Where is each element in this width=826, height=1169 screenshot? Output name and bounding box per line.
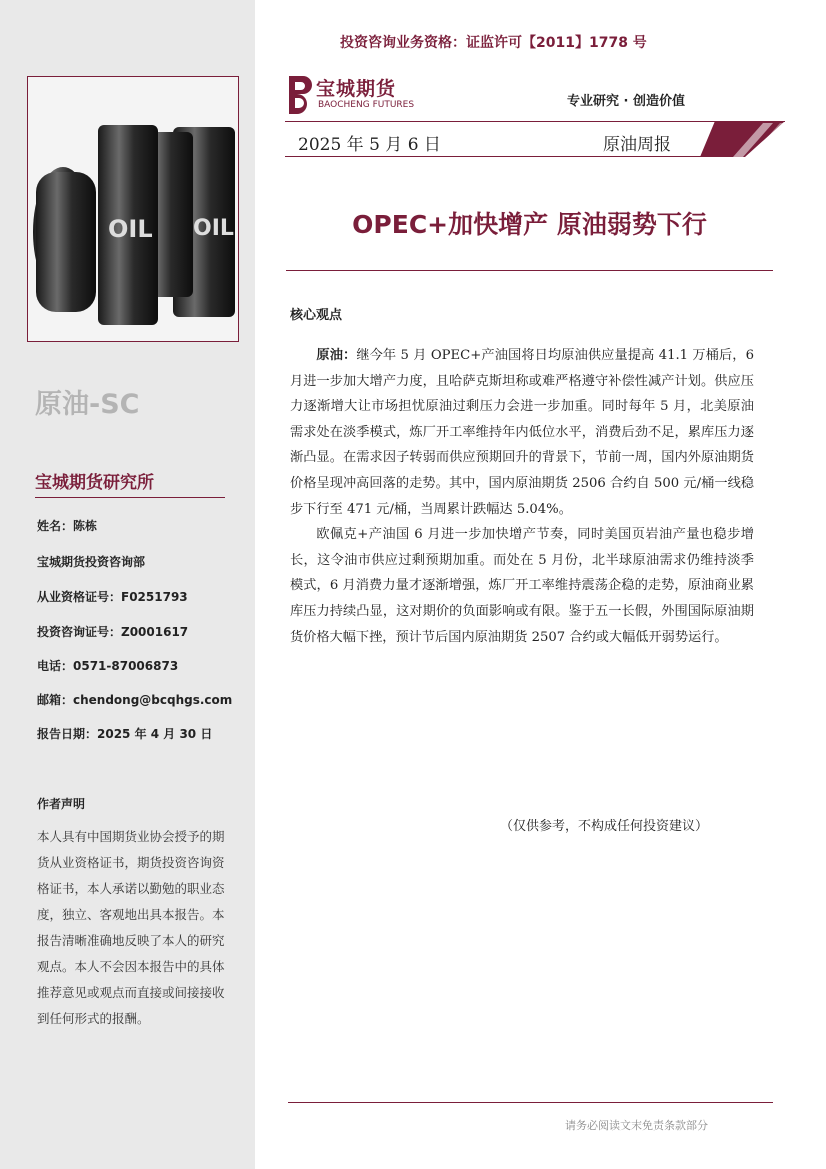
footer-divider xyxy=(288,1102,773,1103)
paragraph-lead: 原油： xyxy=(316,348,357,363)
barrel-label: OIL xyxy=(193,216,234,241)
report-type: 原油周报 xyxy=(603,135,671,155)
slogan: 专业研究 · 创造价值 xyxy=(567,94,685,109)
paragraph-text: 继今年 5 月 OPEC+产油国将日均原油供应量提高 41.1 万桶后，6 月进一步加大增产力度，且哈萨克斯坦称或难严格遵守补偿性减产计划。供应压力逐渐增大让市场担忧原油过剩压力会进一步加重。同时每年 5 月，北美原油需求处在淡季模式，炼厂开工率维持年内低位水平，消费后劲不足，累库压力逐渐凸显。在需求因子转弱而供应预期回升的背景下，节前一周，国内外原油期货价格呈现冲高回落的走势。其中，国内原油期货 2506 合约自 500 元/桶一线稳步下行至 471 元/桶，当周累计跌幅达 5.04%。 xyxy=(290,348,754,517)
paragraph-1 xyxy=(290,343,754,522)
logo-text: 宝城期货 xyxy=(316,78,397,100)
analyst-name: 姓名：陈栋 xyxy=(37,519,98,533)
phone: 电话：0571-87006873 xyxy=(37,659,179,673)
paragraph-2: 欧佩克+产油国 6 月进一步加快增产节奏，同时美国页岩油产量也稳步增长，这令油市供应过剩预期加重。而处在 5 月份，北半球原油需求仍维持淡季模式，6 月消费力量才逐渐增强，炼厂开工率维持震荡企稳的走势，原油商业累库压力持续凸显，这对期价的负面影响或有限。鉴于五一长假，外围国际原油期货价格大幅下挫，预计节后国内原油期货 2507 合约或大幅低开弱势运行。 xyxy=(290,527,754,645)
report-date: 报告日期：2025 年 4 月 30 日 xyxy=(37,727,213,741)
core-heading: 核心观点 xyxy=(290,308,343,323)
reference-note: （仅供参考，不构成任何投资建议） xyxy=(500,819,709,834)
license-line: 投资咨询业务资格：证监许可【2011】1778 号 xyxy=(340,35,647,51)
divider xyxy=(35,497,225,498)
qualification-id: 从业资格证号：F0251793 xyxy=(37,590,188,604)
report-date-banner: 2025 年 5 月 6 日 xyxy=(298,135,441,155)
report-title: OPEC+加快增产 原油弱势下行 xyxy=(352,210,707,239)
oil-barrels-image xyxy=(27,76,239,342)
report-body xyxy=(290,343,754,650)
consulting-id: 投资咨询证号：Z0001617 xyxy=(37,625,189,639)
footer-disclaimer: 请务必阅读文末免责条款部分 xyxy=(565,1119,708,1132)
product-label: 原油-SC xyxy=(35,389,140,420)
logo-english: BAOCHENG FUTURES xyxy=(318,100,415,110)
department: 宝城期货投资咨询部 xyxy=(37,555,146,569)
institute-name: 宝城期货研究所 xyxy=(35,473,154,493)
barrel-label: OIL xyxy=(108,215,153,243)
declaration-title: 作者声明 xyxy=(37,797,86,811)
declaration-body: 本人具有中国期货业协会授予的期货从业资格证书，期货投资咨询资格证书，本人承诺以勤勉的职业态度，独立、客观地出具本报告。本报告清晰准确地反映了本人的研究观点。本人不会因本报告中的具体推荐意见或观点而直接或间接接收到任何形式的报酬。 xyxy=(37,829,225,1026)
email: 邮箱：chendong@bcqhgs.com xyxy=(37,693,233,707)
title-divider xyxy=(286,270,773,271)
